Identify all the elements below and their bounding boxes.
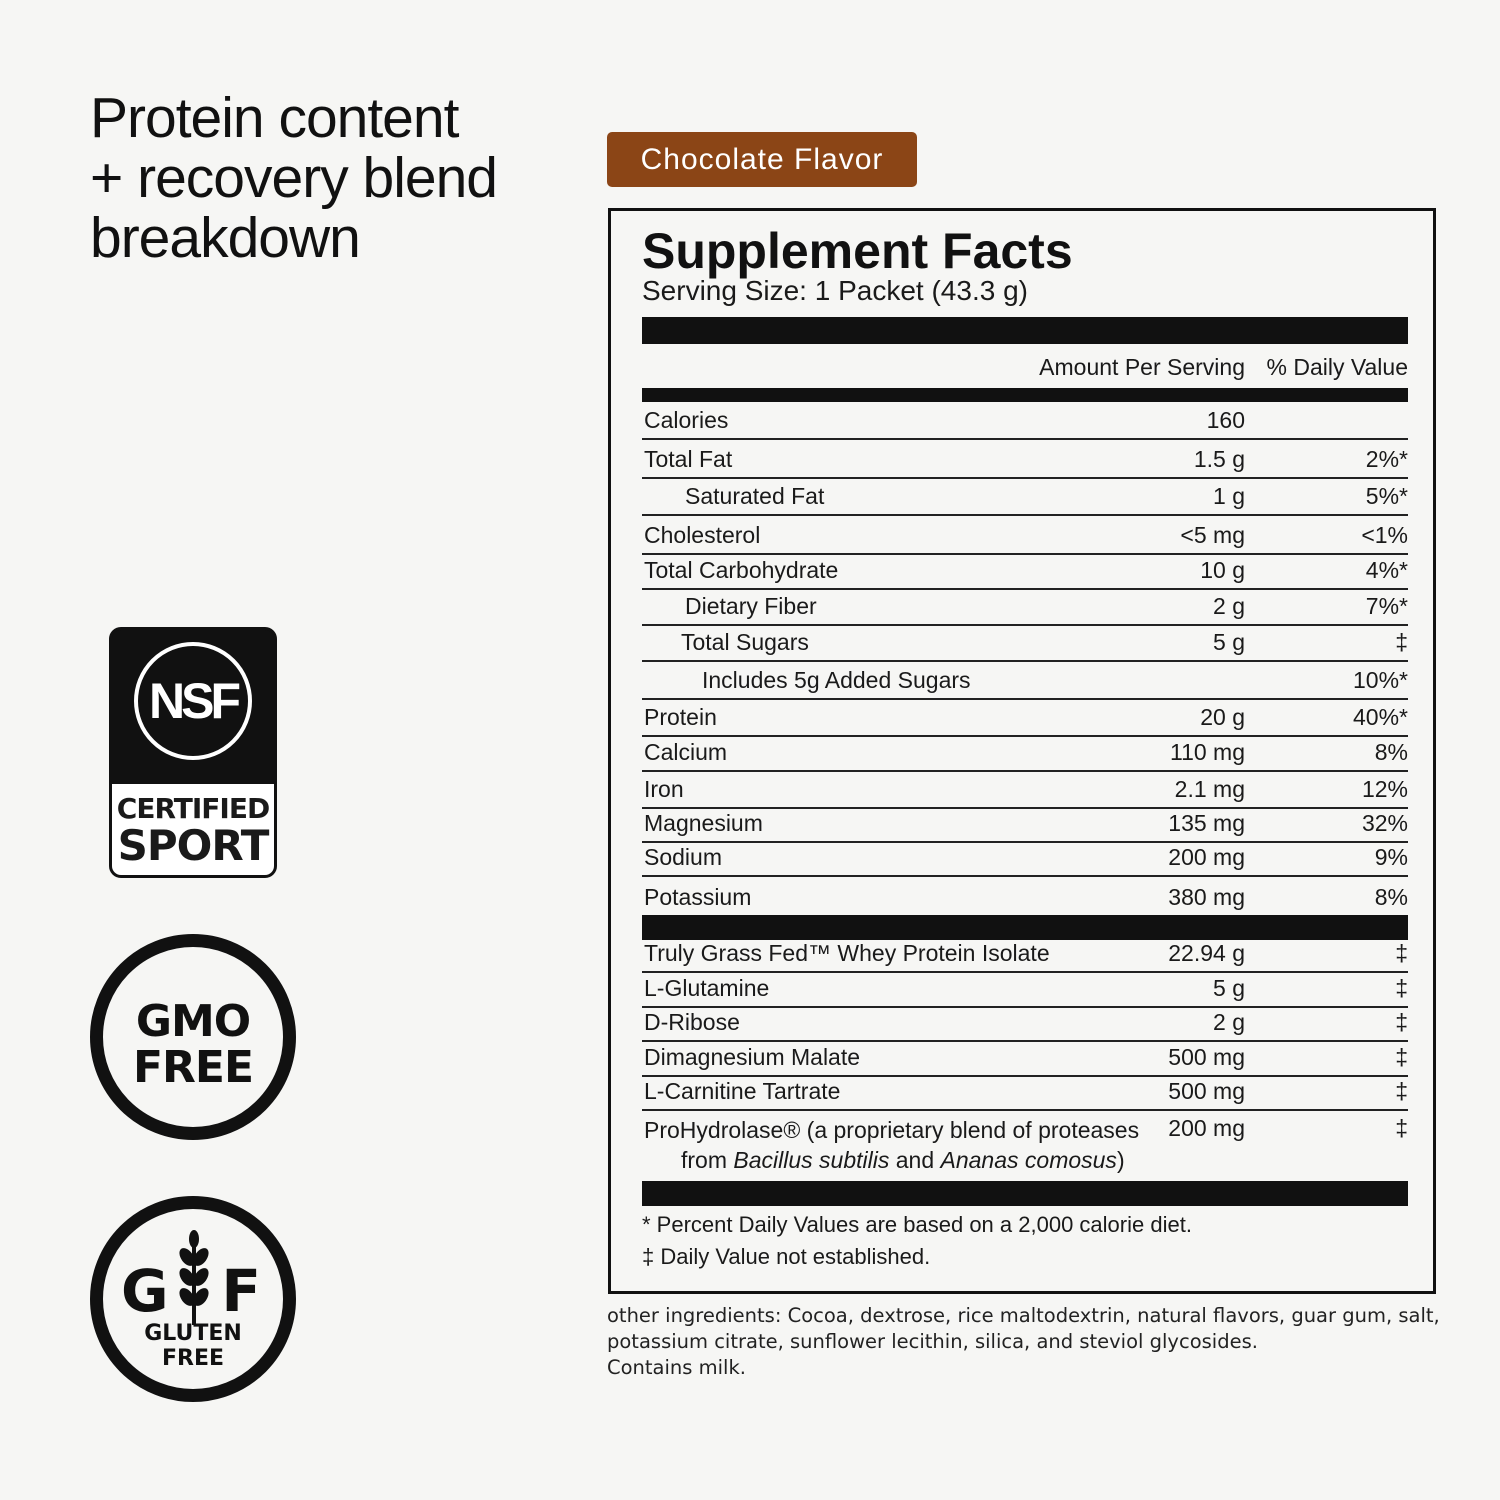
- nutrient-row: [642, 479, 1408, 516]
- other-ingredients: [607, 1303, 1487, 1381]
- nutrient-amount: 5 g: [1213, 629, 1245, 655]
- prohydrolase-line-1: ProHydrolase® (a proprietary blend of proteases: [644, 1117, 1140, 1143]
- nutrient-amount: 380 mg: [1168, 884, 1245, 910]
- nutrient-label: Total Carbohydrate: [644, 557, 839, 583]
- facts-title: Supplement Facts: [642, 223, 1073, 279]
- gf-letter-f: F: [221, 1257, 261, 1325]
- nutrient-row: [642, 662, 1408, 700]
- nutrient-daily-value: <1%: [1361, 522, 1408, 548]
- nsf-sport-text: SPORT: [117, 821, 269, 870]
- nutrient-label: Potassium: [644, 884, 752, 910]
- blend-row: [642, 1077, 1408, 1111]
- nutrient-amount: <5 mg: [1180, 522, 1245, 548]
- nutrient-daily-value: 8%: [1374, 884, 1408, 910]
- blend-row: [642, 1008, 1408, 1042]
- thick-divider: [642, 317, 1408, 344]
- nutrient-row: [642, 843, 1408, 877]
- nutrient-amount: 10 g: [1200, 557, 1245, 583]
- blend-amount: 500 mg: [1168, 1044, 1245, 1070]
- nutrient-amount: 20 g: [1200, 704, 1245, 730]
- nutrient-daily-value: 2%*: [1365, 446, 1408, 472]
- thick-divider-footer: [642, 1181, 1408, 1206]
- nutrient-label: Saturated Fat: [685, 483, 825, 509]
- nutrient-label: Calories: [644, 407, 729, 433]
- blend-label: Truly Grass Fed™ Whey Protein Isolate: [644, 940, 1050, 966]
- prohydrolase-close: ): [1116, 1147, 1125, 1173]
- prohydrolase-from: from: [681, 1147, 734, 1173]
- supplement-facts-panel: [608, 208, 1436, 1294]
- nutrient-amount: 110 mg: [1169, 739, 1245, 765]
- prohydrolase-daily-value: ‡: [1395, 1115, 1408, 1141]
- nutrient-label: Total Sugars: [681, 629, 809, 655]
- thick-divider-blend: [642, 915, 1408, 940]
- nsf-badge-top: [112, 630, 274, 784]
- gluten-free-badge: [90, 1196, 296, 1402]
- headline-line-1: Protein content: [90, 86, 459, 150]
- prohydrolase-source-2: Ananas comosus: [940, 1147, 1117, 1173]
- nutrient-label: Calcium: [644, 739, 728, 765]
- nutrient-daily-value: 10%*: [1353, 667, 1408, 693]
- blend-amount: 5 g: [1213, 975, 1245, 1001]
- nutrient-label: Total Fat: [644, 446, 733, 472]
- nutrient-daily-value: 32%: [1361, 810, 1408, 836]
- nutrient-amount: 200 mg: [1168, 844, 1245, 870]
- nutrient-amount: 2.1 mg: [1174, 776, 1245, 802]
- nutrient-label: Protein: [644, 704, 717, 730]
- nutrient-daily-value: 4%*: [1365, 557, 1408, 583]
- prohydrolase-row: [642, 1113, 1408, 1179]
- nutrient-row: [642, 772, 1408, 809]
- headline-line-3: breakdown: [90, 206, 360, 270]
- gluten-text-line-1: GLUTEN: [144, 1321, 242, 1346]
- blend-daily-value: ‡: [1395, 975, 1408, 1001]
- nsf-badge-bottom: [112, 784, 274, 878]
- nutrient-row: [642, 700, 1408, 737]
- serving-size: Serving Size: 1 Packet (43.3 g): [642, 275, 1028, 306]
- nutrient-row: [642, 555, 1408, 590]
- nutrient-daily-value: ‡: [1395, 629, 1408, 655]
- flavor-tag: Chocolate Flavor: [607, 132, 917, 187]
- nutrient-amount: 1.5 g: [1193, 446, 1245, 472]
- footnote-daily-values: * Percent Daily Values are based on a 2,000 calorie diet.: [642, 1212, 1192, 1237]
- blend-label: D-Ribose: [644, 1009, 740, 1035]
- blend-label: L-Glutamine: [644, 975, 770, 1001]
- nutrient-label: Includes 5g Added Sugars: [702, 667, 971, 693]
- gluten-text-line-2: FREE: [161, 1346, 225, 1371]
- nutrient-label: Dietary Fiber: [685, 593, 817, 619]
- other-ingredients-line-1: other ingredients: Cocoa, dextrose, rice maltodextrin, natural flavors, guar gum, salt,: [607, 1304, 1440, 1327]
- nsf-logo-icon: NSF: [134, 642, 252, 760]
- nutrient-label: Magnesium: [644, 810, 763, 836]
- header-daily-value: % Daily Value: [1266, 354, 1408, 380]
- header-amount-per-serving: Amount Per Serving: [1039, 354, 1245, 380]
- nutrient-row: [642, 809, 1408, 843]
- nutrient-amount: 135 mg: [1168, 810, 1245, 836]
- blend-label: L-Carnitine Tartrate: [644, 1078, 841, 1104]
- prohydrolase-source-1: Bacillus subtilis: [733, 1147, 890, 1173]
- nutrient-daily-value: 12%: [1361, 776, 1408, 802]
- nutrient-label: Sodium: [644, 844, 722, 870]
- nutrient-daily-value: 8%: [1374, 739, 1408, 765]
- medium-divider: [642, 388, 1408, 402]
- nutrient-row: [642, 590, 1408, 626]
- nutrient-row: [642, 877, 1408, 915]
- nutrient-label: Iron: [644, 776, 684, 802]
- blend-amount: 22.94 g: [1168, 940, 1245, 966]
- prohydrolase-and: and: [889, 1147, 941, 1173]
- nsf-certified-text: CERTIFIED: [116, 792, 270, 825]
- blend-row: [642, 1042, 1408, 1077]
- blend-amount: 500 mg: [1168, 1078, 1245, 1104]
- blend-daily-value: ‡: [1395, 940, 1408, 966]
- nsf-certified-sport-badge: [109, 627, 277, 878]
- blend-daily-value: ‡: [1395, 1044, 1408, 1070]
- nutrient-daily-value: 9%: [1374, 844, 1408, 870]
- nutrient-row: [642, 626, 1408, 662]
- nutrient-daily-value: 40%*: [1353, 704, 1408, 730]
- blend-label: Dimagnesium Malate: [644, 1044, 861, 1070]
- headline-line-2: + recovery blend: [90, 146, 497, 210]
- blend-amount: 2 g: [1213, 1009, 1245, 1035]
- blend-row: [642, 973, 1408, 1008]
- nutrient-row: [642, 402, 1408, 440]
- page-headline: [90, 88, 560, 268]
- blend-daily-value: ‡: [1395, 1078, 1408, 1104]
- gmo-free-badge: [90, 934, 296, 1140]
- gmo-free-text: [103, 996, 283, 1093]
- nutrient-amount: 2 g: [1213, 593, 1245, 619]
- nutrient-row: [642, 516, 1408, 555]
- prohydrolase-amount: 200 mg: [1168, 1115, 1245, 1141]
- other-ingredients-line-2: potassium citrate, sunflower lecithin, silica, and steviol glycosides.: [607, 1330, 1258, 1353]
- prohydrolase-label: [644, 1115, 1139, 1175]
- nutrient-label: Cholesterol: [644, 522, 761, 548]
- gluten-free-text: [103, 1321, 283, 1371]
- prohydrolase-line-2: [644, 1145, 1139, 1175]
- nutrient-daily-value: 7%*: [1365, 593, 1408, 619]
- blend-daily-value: ‡: [1395, 1009, 1408, 1035]
- gmo-text-line-2: FREE: [132, 1042, 254, 1093]
- contains-milk: Contains milk.: [607, 1356, 746, 1379]
- nutrient-row: [642, 440, 1408, 479]
- wheat-icon: [179, 1229, 209, 1327]
- footnote-not-established: ‡ Daily Value not established.: [642, 1244, 931, 1269]
- nutrient-daily-value: 5%*: [1365, 483, 1408, 509]
- gf-letter-g: G: [121, 1257, 169, 1325]
- gmo-text-line-1: GMO: [135, 996, 251, 1047]
- nutrient-amount: 1 g: [1213, 483, 1245, 509]
- nutrient-amount: 160: [1206, 407, 1245, 433]
- blend-row: [642, 940, 1408, 973]
- nutrient-row: [642, 737, 1408, 772]
